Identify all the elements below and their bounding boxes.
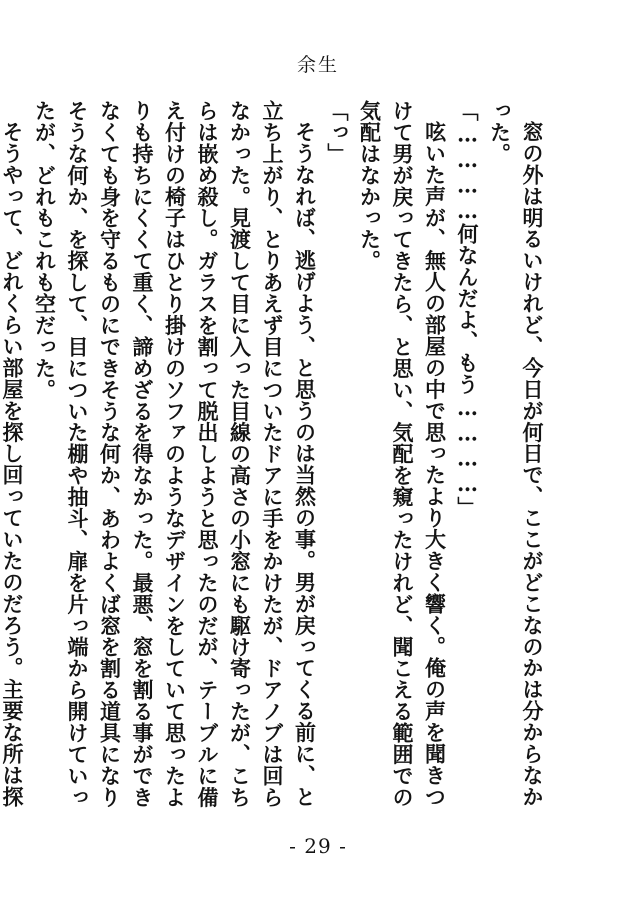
running-head-title: 余生	[296, 54, 339, 76]
paragraph-2: 呟いた声が、無人の部屋の中で思ったより大きく響く。俺の声を聞きつけて男が戻ってきたら、と思い、気配を窺ったけれど、聞こえる範囲での気配はなかった。	[357, 100, 448, 808]
paragraph-3: そうなれば、逃げよう、と思うのは当然の事。男が戻ってくる前に、と立ち上がり、とりあえず目についたドアに手をかけたが、ドアノブは回らなかった。見渡して目に入った目線の高さの小窓にも駆け寄ったが、こちらは嵌め殺し。ガラスを割って脱出しようと思ったのだが、テーブルに備え付けの椅子はひとり掛けのソファのようなデザインをしていて思ったよりも持ちにくくて重く、諦めざるを得なかった。最悪、窓を割る事ができなくても身を守るものにできそうな何か、あわよくば窓を割る道具になりそうな何か、を探して、目についた棚や抽斗、扉を片っ端から開けていったが、どれもこれも空だった。	[32, 100, 318, 808]
paragraph-1: 窓の外は明るいけれど、今日が何日で、ここがどこなのかは分からなかった。	[487, 100, 545, 808]
paragraph-4: そうやって、どれくらい部屋を探し回っていたのだろう。主要な所は探	[0, 121, 25, 808]
vertical-body-text	[0, 100, 548, 810]
dialogue-line-1: 「…………何なんだよ、もう…………」	[455, 100, 480, 519]
page-number: - 29 -	[289, 834, 347, 858]
dialogue-line-2: 「っ」	[325, 100, 350, 165]
